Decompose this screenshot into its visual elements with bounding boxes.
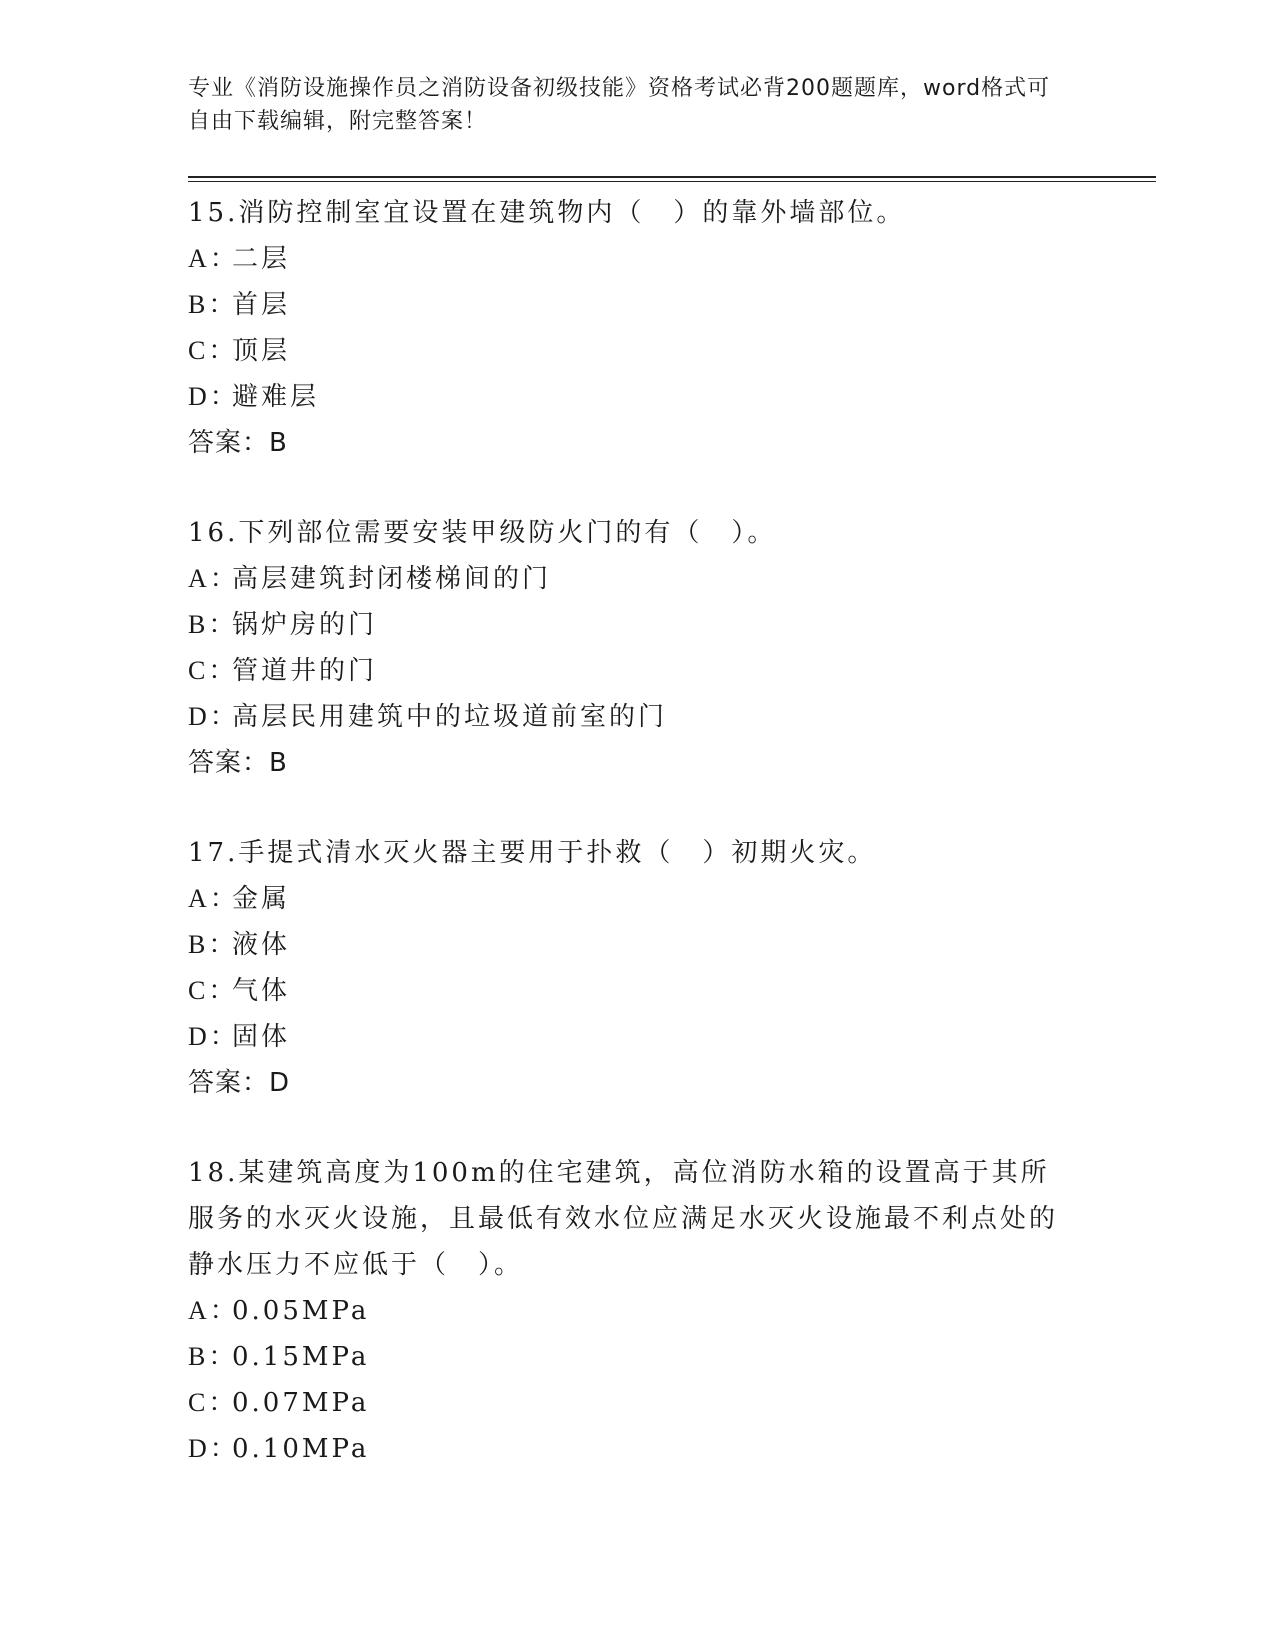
option-text: 0.07MPa [232,1388,370,1418]
option-text: 高层建筑封闭楼梯间的门 [232,564,552,594]
document-header: 专业《消防设施操作员之消防设备初级技能》资格考试必背200题题库，word格式可自由下载编辑，附完整答案！ [188,76,1051,134]
option-d [188,1426,1068,1472]
option-key: A： [188,1296,239,1325]
question-18 [188,1150,1068,1472]
option-c [188,328,1068,374]
option-a [188,556,1068,602]
option-text: 0.10MPa [232,1434,370,1464]
option-text: 固体 [232,1022,291,1052]
option-key: C： [188,336,238,365]
option-text: 顶层 [232,336,291,366]
question-stem: 16.下列部位需要安装甲级防火门的有（ ）。 [188,518,777,548]
option-key: D： [188,1434,239,1463]
option-key: C： [188,1388,238,1417]
option-b [188,1334,1068,1380]
option-key: D： [188,1022,239,1051]
option-key: B： [188,930,238,959]
option-text: 避难层 [232,382,320,412]
option-d [188,1014,1068,1060]
question-15 [188,190,1068,466]
option-text: 管道井的门 [232,656,378,686]
question-stem: 18.某建筑高度为100m的住宅建筑，高位消防水箱的设置高于其所服务的水灭火设施，且最低有效水位应满足水灭火设施最不利点处的静水压力不应低于（ ）。 [188,1158,1059,1280]
option-key: C： [188,656,238,685]
option-key: A： [188,244,239,273]
option-text: 高层民用建筑中的垃圾道前室的门 [232,702,668,732]
option-a [188,1288,1068,1334]
option-key: D： [188,702,239,731]
option-text: 0.05MPa [232,1296,370,1326]
header-divider-thin [188,181,1156,182]
option-key: C： [188,976,238,1005]
answer-line: 答案：D [188,1068,291,1098]
option-key: B： [188,1342,238,1371]
answer-line: 答案：B [188,428,288,458]
question-16 [188,510,1068,786]
option-d [188,374,1068,420]
option-text: 锅炉房的门 [232,610,378,640]
option-c [188,968,1068,1014]
option-text: 气体 [232,976,291,1006]
option-key: B： [188,290,238,319]
option-d [188,694,1068,740]
option-a [188,236,1068,282]
option-text: 二层 [232,244,291,274]
header-divider-thick [188,176,1156,178]
option-b [188,602,1068,648]
option-text: 液体 [232,930,291,960]
question-stem: 17.手提式清水灭火器主要用于扑救（ ）初期火灾。 [188,838,877,868]
answer-line: 答案：B [188,748,288,778]
option-text: 0.15MPa [232,1342,370,1372]
option-c [188,1380,1068,1426]
option-c [188,648,1068,694]
option-a [188,876,1068,922]
option-key: D： [188,382,239,411]
option-key: A： [188,564,239,593]
question-17 [188,830,1068,1106]
option-key: A： [188,884,239,913]
option-key: B： [188,610,238,639]
option-b [188,282,1068,328]
option-text: 首层 [232,290,291,320]
option-text: 金属 [232,884,291,914]
option-b [188,922,1068,968]
question-stem: 15.消防控制室宜设置在建筑物内（ ）的靠外墙部位。 [188,198,906,228]
